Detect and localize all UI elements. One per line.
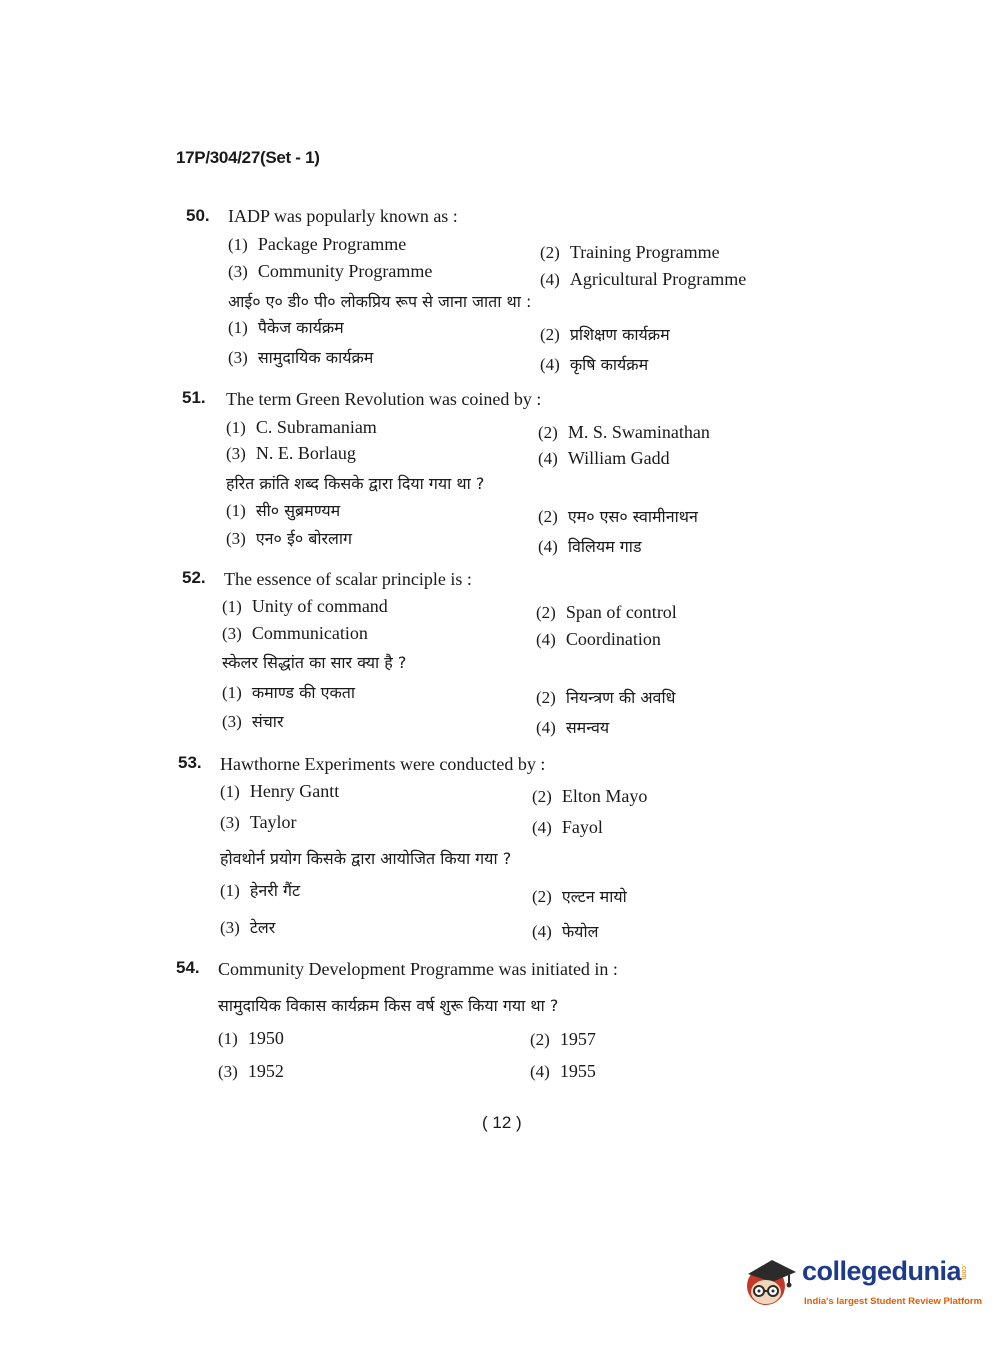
question-text-hi: स्केलर सिद्धांत का सार क्या है ? (222, 653, 407, 672)
option-1-en: (1) Henry Gantt (220, 781, 340, 801)
option-2-hi: (2) नियन्त्रण की अवधि (536, 688, 676, 707)
option-3-hi: (3) सामुदायिक कार्यक्रम (228, 348, 374, 367)
option-4-en: (4) Fayol (532, 817, 603, 837)
question-number: 52. (182, 568, 206, 587)
option-3-en: (3) Community Programme (228, 261, 433, 281)
mascot-icon (742, 1252, 800, 1310)
option-4-hi: (4) समन्वय (536, 718, 610, 737)
option-3-en: (3) N. E. Borlaug (226, 443, 356, 463)
option-4-hi: (4) फेयोल (532, 922, 599, 941)
option-4-hi: (4) कृषि कार्यक्रम (540, 355, 649, 374)
option-3-en: (3) Taylor (220, 812, 297, 832)
question-number: 53. (178, 753, 202, 772)
question-text-hi: सामुदायिक विकास कार्यक्रम किस वर्ष शुरू किया गया था ? (218, 996, 559, 1015)
option-1-hi: (1) सी० सुब्रमण्यम (226, 501, 341, 520)
option-1-hi: (1) पैकेज कार्यक्रम (228, 318, 344, 337)
question-text-hi: होवथोर्न प्रयोग किसके द्वारा आयोजित किया गया ? (220, 849, 512, 868)
question-paper-code: 17P/304/27(Set - 1) (176, 148, 320, 167)
option-1: (1) 1950 (218, 1028, 284, 1048)
option-4-hi: (4) विलियम गाड (538, 537, 642, 556)
option-2-en: (2) Training Programme (540, 242, 720, 262)
option-2: (2) 1957 (530, 1029, 596, 1049)
option-1-en: (1) C. Subramaniam (226, 417, 377, 437)
question-number: 50. (186, 206, 210, 225)
option-4-en: (4) Agricultural Programme (540, 269, 747, 289)
option-1-en: (1) Unity of command (222, 596, 388, 616)
option-3-hi: (3) एन० ई० बोरलाग (226, 529, 353, 548)
question-text-en: The essence of scalar principle is : (224, 569, 472, 589)
page-number: ( 12 ) (482, 1113, 522, 1132)
option-2-en: (2) Span of control (536, 602, 677, 622)
logo-tagline: India's largest Student Review Platform (804, 1296, 983, 1307)
option-3-hi: (3) संचार (222, 712, 284, 731)
option-2-en: (2) Elton Mayo (532, 786, 648, 806)
option-1-hi: (1) कमाण्ड की एकता (222, 683, 355, 702)
question-number: 54. (176, 958, 200, 977)
question-number: 51. (182, 388, 206, 407)
option-2-en: (2) M. S. Swaminathan (538, 422, 710, 442)
option-2-hi: (2) एम० एस० स्वामीनाथन (538, 507, 698, 526)
option-2-hi: (2) एल्टन मायो (532, 887, 627, 906)
option-3: (3) 1952 (218, 1061, 284, 1081)
option-4-en: (4) Coordination (536, 629, 661, 649)
question-text-hi: आई० ए० डी० पी० लोकप्रिय रूप से जाना जाता था : (228, 292, 532, 311)
option-1-en: (1) Package Programme (228, 234, 407, 254)
logo-wordmark: collegedunia (802, 1256, 962, 1286)
option-4-en: (4) William Gadd (538, 448, 670, 468)
logo-domain: .com (960, 1264, 967, 1280)
option-1-hi: (1) हेनरी गैंट (220, 881, 301, 900)
collegedunia-logo (742, 1252, 983, 1312)
question-text-hi: हरित क्रांति शब्द किसके द्वारा दिया गया था ? (226, 474, 485, 493)
option-3-hi: (3) टेलर (220, 918, 276, 937)
question-text-en: Hawthorne Experiments were conducted by : (220, 754, 546, 774)
question-text-en: Community Development Programme was initiated in : (218, 959, 618, 979)
option-2-hi: (2) प्रशिक्षण कार्यक्रम (540, 325, 670, 344)
option-4: (4) 1955 (530, 1061, 596, 1081)
question-text-en: The term Green Revolution was coined by : (226, 389, 542, 409)
option-3-en: (3) Communication (222, 623, 368, 643)
question-text-en: IADP was popularly known as : (228, 206, 458, 226)
